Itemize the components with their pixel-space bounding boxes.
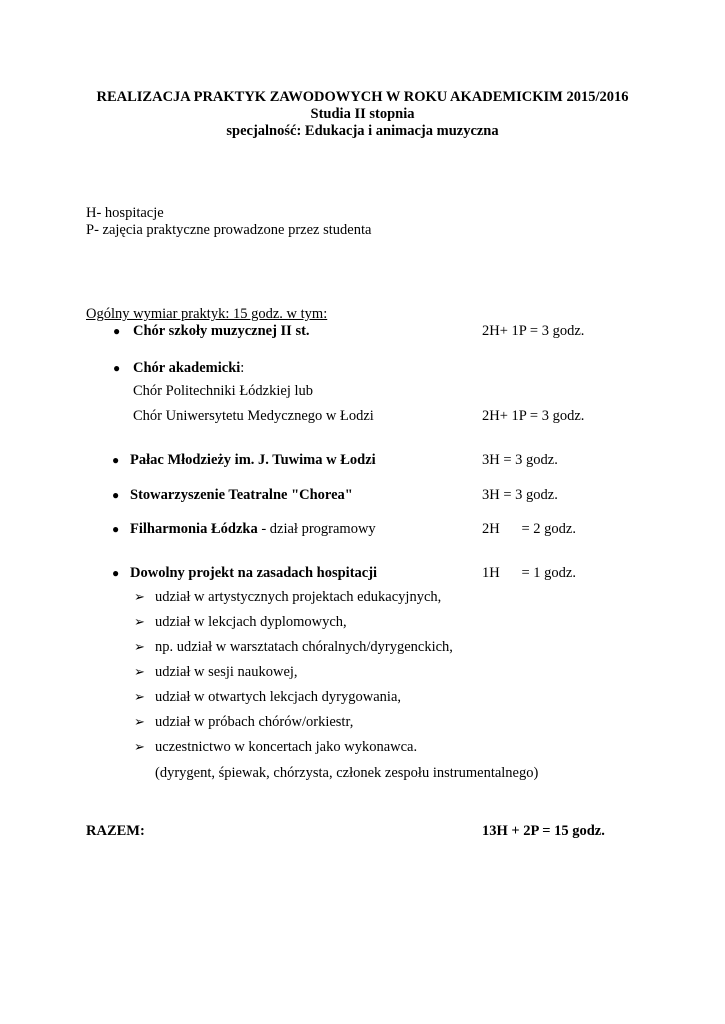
item-hours: 2H+ 1P = 3 godz. [482, 323, 585, 339]
item-hours: 2H+ 1P = 3 godz. [482, 408, 585, 424]
item-name-group [130, 520, 376, 538]
arrow-bullet-icon: ➢ [134, 739, 145, 754]
project-item: udział w lekcjach dyplomowych, [155, 614, 347, 630]
item-name-group [133, 359, 244, 377]
item-suffix: : [240, 360, 245, 376]
bullet-icon: ● [112, 566, 120, 580]
legend-hospitation: H- hospitacje [86, 205, 164, 221]
item-name: Dowolny projekt na zasadach hospitacji [130, 565, 378, 581]
project-item: uczestnictwo w koncertach jako wykonawca. [155, 739, 418, 755]
project-item: np. udział w warsztatach chóralnych/dyrygenckich, [155, 639, 453, 655]
arrow-bullet-icon: ➢ [134, 639, 145, 654]
item-sub: Chór Uniwersytetu Medycznego w Łodzi [133, 408, 374, 424]
project-item: udział w otwartych lekcjach dyrygowania, [155, 689, 402, 705]
total-value: 13H + 2P = 15 godz. [482, 823, 605, 839]
item-name: Pałac Młodzieży im. J. Tuwima w Łodzi [130, 452, 376, 468]
item-sub: Chór Politechniki Łódzkiej lub [133, 383, 314, 399]
summary-heading: Ogólny wymiar praktyk: 15 godz. w tym: [86, 306, 328, 322]
item-suffix: - dział programowy [257, 521, 376, 537]
project-note: (dyrygent, śpiewak, chórzysta, członek zespołu instrumentalnego) [155, 765, 539, 781]
bullet-icon: ● [113, 324, 121, 338]
bullet-icon: ● [112, 488, 120, 502]
project-item: udział w artystycznych projektach edukacyjnych, [155, 589, 442, 605]
arrow-bullet-icon: ➢ [134, 589, 145, 604]
total-label: RAZEM: [86, 823, 145, 839]
arrow-bullet-icon: ➢ [134, 689, 145, 704]
project-item: udział w sesji naukowej, [155, 664, 298, 680]
item-name: Chór szkoły muzycznej II st. [133, 323, 310, 339]
item-name: Filharmonia Łódzka [130, 521, 258, 537]
document-subtitle: Studia II stopnia [310, 106, 415, 122]
item-name: Chór akademicki [133, 360, 241, 376]
item-hours: 3H = 3 godz. [482, 452, 558, 468]
arrow-bullet-icon: ➢ [134, 714, 145, 729]
bullet-icon: ● [112, 453, 120, 467]
bullet-icon: ● [112, 522, 120, 536]
item-hours: 2H = 2 godz. [482, 521, 576, 537]
item-name: Stowarzyszenie Teatralne "Chorea" [130, 487, 353, 503]
project-item: udział w próbach chórów/orkiestr, [155, 714, 354, 730]
item-hours: 1H = 1 godz. [482, 565, 576, 581]
document-specialty: specjalność: Edukacja i animacja muzyczna [226, 123, 499, 139]
document-title: REALIZACJA PRAKTYK ZAWODOWYCH W ROKU AKADEMICKIM 2015/2016 [96, 89, 629, 105]
arrow-bullet-icon: ➢ [134, 614, 145, 629]
arrow-bullet-icon: ➢ [134, 664, 145, 679]
legend-practical: P- zajęcia praktyczne prowadzone przez studenta [86, 222, 372, 238]
item-hours: 3H = 3 godz. [482, 487, 558, 503]
bullet-icon: ● [113, 361, 121, 375]
